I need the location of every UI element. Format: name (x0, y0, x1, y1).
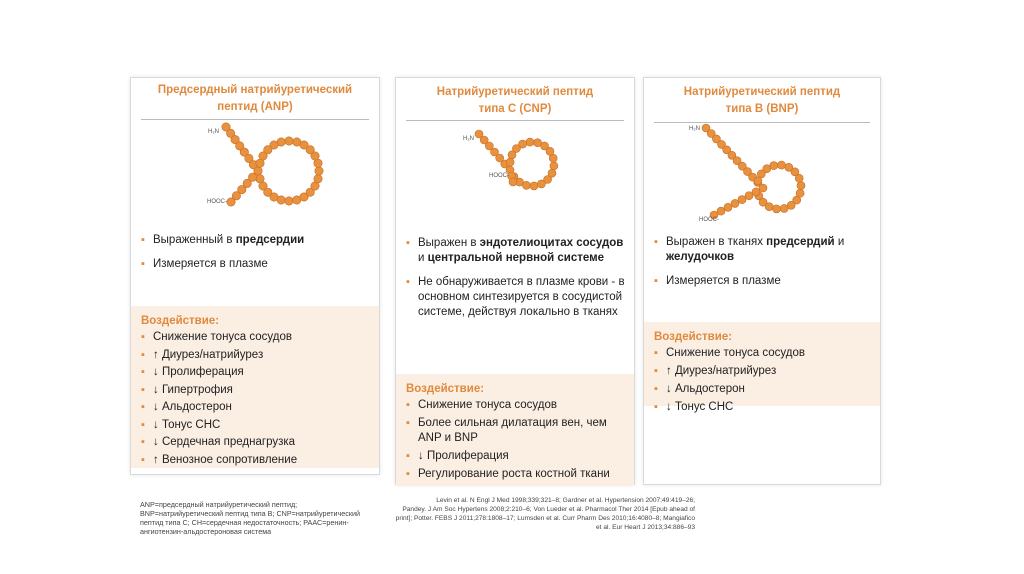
amino-acid-bead (785, 163, 793, 171)
amino-acid-bead (256, 159, 264, 167)
amino-acid-bead (765, 203, 773, 211)
anp-effect-item: ▪ ↑ Венозное сопротивление (141, 453, 371, 468)
anp-effect-item: ▪ ↓ Тонус СНС (141, 418, 371, 433)
cnp-peptide-diagram (396, 78, 636, 228)
bnp-h2n-label: H₂N (689, 126, 700, 132)
amino-acid-bead (550, 162, 558, 170)
cnp-effects-title: Воздействие: (406, 383, 485, 395)
bnp-desc-item: ▪ Выражен в тканях предсердий и желудочков (654, 235, 874, 265)
amino-acid-bead (773, 205, 781, 213)
anp-desc-item: ▪ Выраженный в предсердии (141, 233, 373, 248)
bnp-effect-item: ▪ ↓ Тонус СНС (654, 400, 872, 415)
anp-h2n-label: H₂N (208, 129, 219, 135)
amino-acid-bead (314, 175, 322, 183)
cnp-desc-item: ▪ Выражен в эндотелиоцитах сосудов и центральной нервной системе (406, 236, 628, 266)
anp-effect-item: ▪ ↓ Пролиферация (141, 365, 371, 380)
anp-hooc-label: HOOC- (207, 199, 227, 205)
bnp-effects-panel (644, 322, 880, 413)
bnp-peptide-diagram (644, 78, 882, 228)
amino-acid-bead (526, 138, 534, 146)
cnp-h2n-label: H₂N (463, 136, 474, 142)
bnp-hooc-label: HOOC- (699, 217, 719, 223)
amino-acid-bead (227, 198, 235, 206)
bnp-title: Натрийуретический пептид типа В (BNP) (683, 86, 841, 115)
anp-peptide-chain (222, 123, 323, 206)
anp-effect-item: ▪ ↑ Диурез/натрийурез (141, 348, 371, 363)
amino-acid-bead (277, 196, 285, 204)
amino-acid-bead (796, 189, 804, 197)
cnp-effects-panel (396, 374, 634, 486)
cnp-peptide-chain (475, 130, 558, 190)
cnp-effect-item: ▪ Более сильная дилатация вен, чем ANP и BNP (406, 416, 626, 446)
abbreviations-footnote: ANP=предсердный натрийуретический пептид; BNP=натрийуретический пептид типа B; CNP=натрийуретический пептид типа С; СН=сердечная недостаточность; РААС=ренин- ангиотензин-альдостероновая система (140, 500, 361, 536)
amino-acid-bead (745, 192, 753, 200)
amino-acid-bead (754, 177, 762, 185)
amino-acid-bead (285, 137, 293, 145)
anp-effects-title: Воздействие: (141, 315, 220, 327)
amino-acid-bead (530, 182, 538, 190)
cnp-effect-item: ▪ Снижение тонуса сосудов (406, 398, 626, 413)
cnp-desc-item: ▪ Не обнаруживается в плазме крови - в основном синтезируется в сосудистой системе, действуя локально в тканях (406, 275, 628, 320)
amino-acid-bead (293, 138, 301, 146)
anp-effect-item: ▪ ↓ Сердечная преднагрузка (141, 435, 371, 450)
anp-peptide-diagram (131, 78, 381, 228)
bnp-description-list (654, 235, 874, 298)
amino-acid-bead (534, 139, 542, 147)
anp-effect-item: ▪ ↓ Альдостерон (141, 400, 371, 415)
amino-acid-bead (752, 188, 760, 196)
amino-acid-bead (285, 197, 293, 205)
amino-acid-bead (738, 196, 746, 204)
amino-acid-bead (778, 161, 786, 169)
bnp-effect-item: ▪ Снижение тонуса сосудов (654, 346, 872, 361)
amino-acid-bead (509, 178, 517, 186)
amino-acid-bead (724, 203, 732, 211)
anp-effect-item: ▪ ↓ Гипертрофия (141, 383, 371, 398)
bnp-card (643, 77, 881, 485)
anp-card (130, 77, 380, 475)
cnp-effect-item: ▪ Регулирование роста костной ткани (406, 467, 626, 482)
bnp-effects-title: Воздействие: (654, 331, 733, 343)
amino-acid-bead (508, 151, 516, 159)
amino-acid-bead (731, 199, 739, 207)
references: Levin et al. N Engl J Med 1998;339;321–8; Gardner et al. Hypertension 2007;49:419–26; Pandey. J Am Soc Hypertens 2008;2:210–6; Von Lueder et al. Pharmacol Ther 2014 [Epub ahead of print]; Potter. FEBS J 2011;278:1808–17; Lumsden et al. Curr Pharm Des 2010;16:4080–8; Mangiafico et al. Eur Heart J 2013;34:886–93 (395, 497, 695, 531)
cnp-card (395, 77, 635, 485)
cnp-hooc-label: HOOC- (489, 173, 509, 179)
bnp-effect-item: ▪ ↑ Диурез/натрийурез (654, 364, 872, 379)
anp-desc-item: ▪ Измеряется в плазме (141, 257, 373, 272)
anp-title: Предсердный натрийуретический пептид (ANP) (157, 84, 353, 113)
amino-acid-bead (315, 167, 323, 175)
amino-acid-bead (506, 158, 514, 166)
anp-effect-item: ▪ Снижение тонуса сосудов (141, 330, 371, 345)
cnp-description-list (406, 236, 628, 329)
cnp-title: Натрийуретический пептид типа С (CNP) (436, 86, 594, 115)
amino-acid-bead (717, 207, 725, 215)
amino-acid-bead (522, 181, 530, 189)
amino-acid-bead (797, 182, 805, 190)
anp-effects-panel (131, 306, 379, 468)
anp-description-list (141, 233, 373, 281)
bnp-peptide-chain (702, 124, 805, 219)
bnp-desc-item: ▪ Измеряется в плазме (654, 274, 874, 289)
amino-acid-bead (548, 169, 556, 177)
bnp-effect-item: ▪ ↓ Альдостерон (654, 382, 872, 397)
amino-acid-bead (759, 184, 767, 192)
cnp-effect-item: ▪ ↓ Пролиферация (406, 449, 626, 464)
